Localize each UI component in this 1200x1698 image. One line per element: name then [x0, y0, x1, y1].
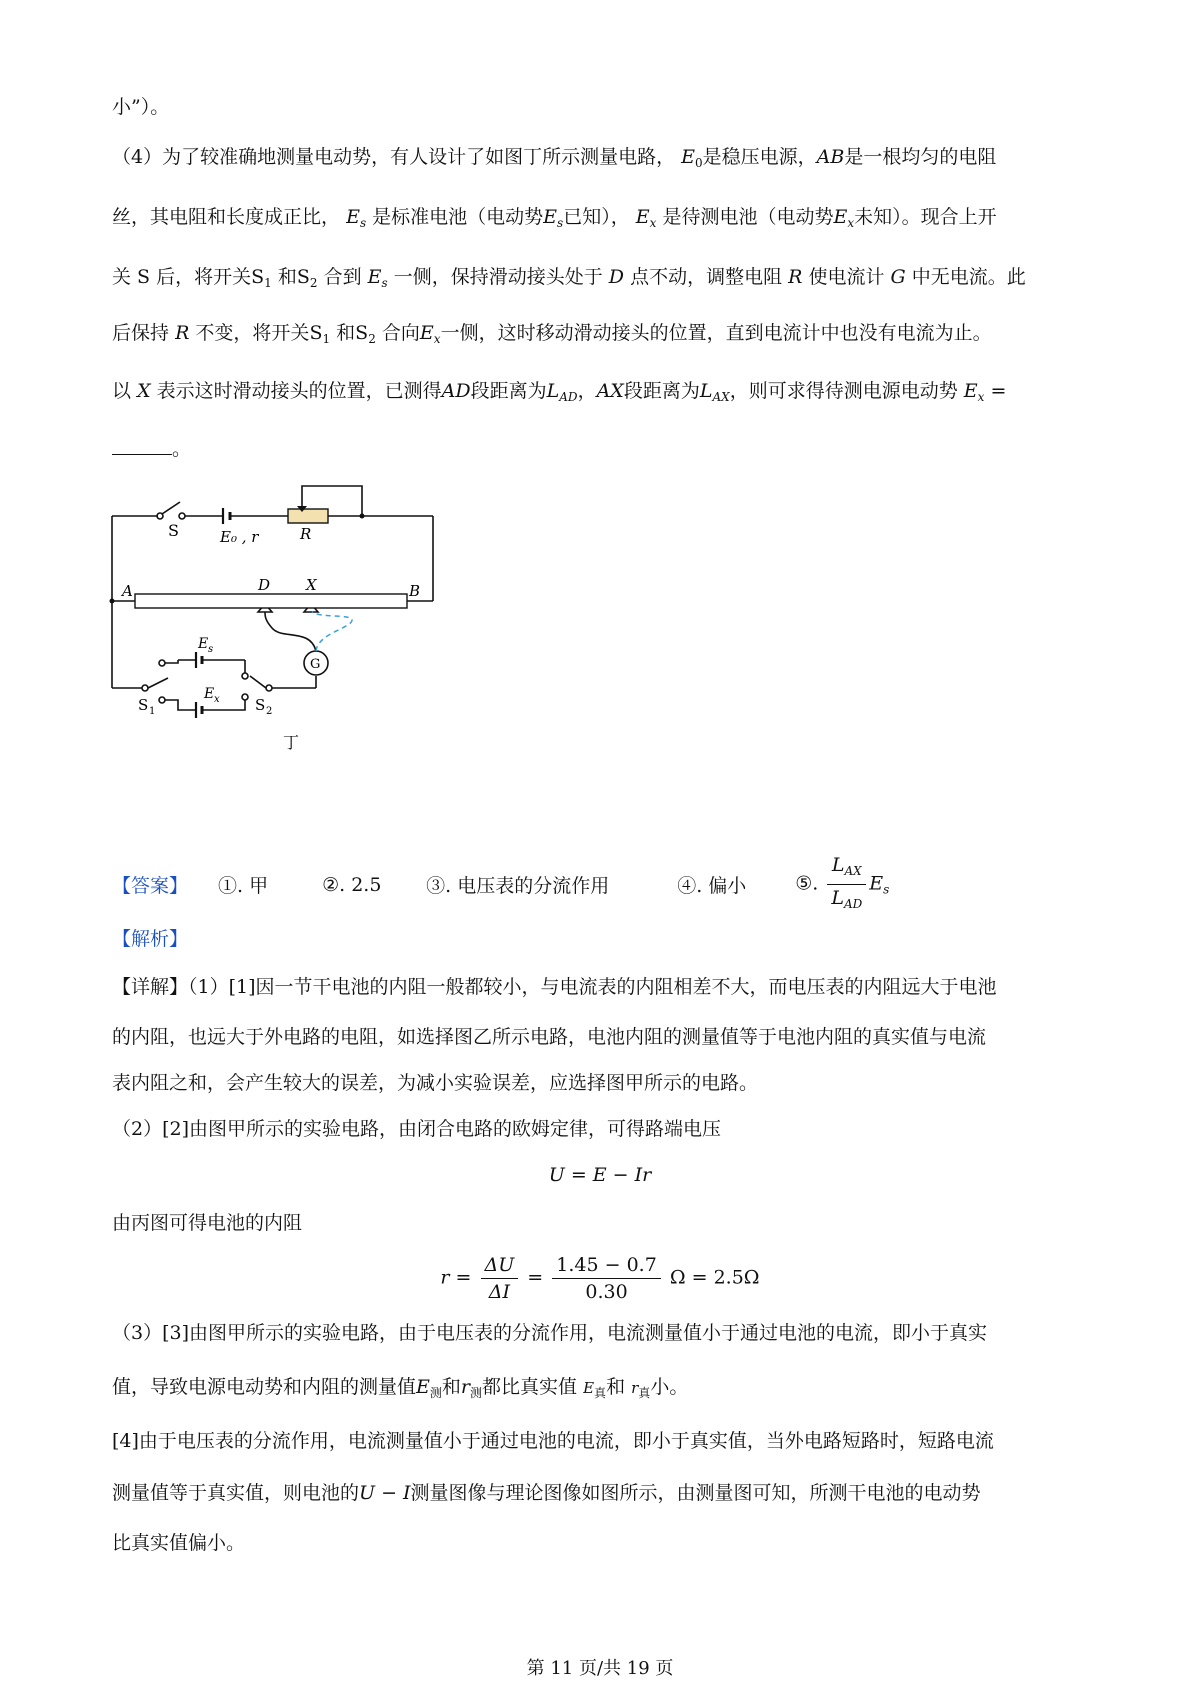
symbol: E	[367, 266, 382, 288]
answer-3: ③. 电压表的分流作用	[426, 875, 610, 897]
symbol: E	[346, 206, 360, 228]
figure-caption: 丁	[283, 733, 300, 752]
analysis-line: （3）[3]由图甲所示的实验电路，由于电压表的分流作用，电流测量值小于通过电池的电流，即小于真实	[112, 1322, 988, 1344]
analysis-line: 测量值等于真实值，则电池的U − I测量图像与理论图像如图所示，由测量图可知，所测干电池的电动势	[112, 1482, 981, 1504]
analysis-line: 表内阻之和，会产生较大的误差，为减小实验误差，应选择图甲所示的电路。	[112, 1072, 759, 1094]
subscript: 1	[264, 276, 272, 290]
text-line	[112, 318, 1112, 354]
analysis-tag: 【解析】	[112, 928, 189, 950]
text: 表示这时滑动接头的位置，已测得	[156, 380, 442, 402]
subscript: 2	[368, 332, 376, 346]
answer-5-es: E	[869, 872, 884, 895]
switch-s-blade	[162, 502, 180, 514]
text: 合向	[381, 322, 420, 344]
text: ，	[577, 380, 597, 402]
label-x: X	[306, 576, 317, 594]
text: 丝，其电阻和长度成正比，	[112, 206, 341, 228]
label-e0r: E₀ , r	[220, 528, 259, 546]
label-ex-sub: x	[214, 694, 220, 705]
answer-4: ④. 偏小	[677, 875, 747, 897]
subscript: s	[557, 216, 564, 230]
equation-1: U = E − Ir	[548, 1164, 652, 1186]
subscript: s	[359, 216, 367, 230]
label-b: B	[409, 582, 421, 600]
symbol: S	[296, 266, 310, 288]
switch-contact	[179, 513, 185, 519]
text: ，则可求得待测电源电动势	[729, 380, 958, 402]
switch-s2-blade	[250, 676, 266, 688]
text: 小”）。	[112, 96, 170, 118]
analysis-line: 【详解】（1）[1]因一节干电池的内阻一般都较小，与电流表的内阻相差不大，而电压表的内阻远大于电池	[112, 976, 997, 998]
analysis-line: [4]由于电压表的分流作用，电流测量值小于通过电池的电流，即小于真实值，当外电路短路时，短路电流	[112, 1430, 994, 1452]
text: 是待测电池（电动势	[662, 206, 834, 228]
wire	[165, 700, 196, 710]
text: 一侧，保持滑动接头处于	[393, 266, 603, 288]
text: 和	[336, 322, 356, 344]
symbol: E	[681, 146, 696, 168]
label-s2: S	[255, 696, 266, 714]
label-s: S	[168, 521, 179, 540]
text: 使电流计	[808, 266, 885, 288]
subscript: AX	[712, 390, 730, 404]
text: 是一根均匀的电阻	[844, 146, 997, 168]
switch-contact	[266, 685, 272, 691]
symbol: D	[608, 266, 625, 288]
label-a: A	[122, 582, 133, 600]
answer-1: ①. 甲	[218, 875, 269, 897]
label-r: R	[300, 525, 312, 543]
symbol: E	[419, 322, 434, 344]
subscript: 0	[695, 156, 703, 170]
symbol: S	[251, 266, 265, 288]
analysis-line: 的内阻，也远大于外电路的电阻，如选择图乙所示电路，电池内阻的测量值等于电池内阻的真实值与电流	[112, 1026, 987, 1048]
symbol: S	[309, 322, 323, 344]
switch-contact	[159, 660, 165, 666]
answer-row	[112, 852, 889, 912]
text: 和	[277, 266, 297, 288]
text-line	[112, 434, 1112, 464]
subscript: 1	[322, 332, 331, 346]
symbol: AX	[596, 380, 624, 402]
answer-5-prefix: ⑤.	[795, 872, 819, 895]
label-s1-sub: 1	[149, 706, 156, 717]
analysis-line: （2）[2]由图甲所示的实验电路，由闭合电路的欧姆定律，可得路端电压	[112, 1118, 722, 1140]
analysis-line: 由丙图可得电池的内阻	[112, 1212, 303, 1234]
subscript: s	[381, 276, 388, 290]
rheostat-r	[288, 509, 328, 523]
page-footer: 第 11 页/共 19 页	[526, 1658, 674, 1679]
label-s1: S	[138, 696, 149, 714]
switch-contact	[142, 685, 148, 691]
symbol: E	[963, 380, 978, 402]
text: 是稳压电源，	[702, 146, 817, 168]
galvanometer-alt-lead	[312, 612, 352, 651]
answer-2: ②. 2.5	[322, 873, 382, 896]
symbol: R	[175, 322, 190, 344]
label-d: D	[258, 576, 271, 594]
resistance-wire-ab	[135, 594, 407, 608]
text: 已知），	[563, 206, 630, 228]
switch-contact	[242, 673, 248, 679]
text-line	[112, 262, 1112, 298]
subscript: 2	[309, 276, 318, 290]
switch-contact	[242, 694, 248, 700]
symbol: L	[699, 380, 713, 402]
answer-5-fraction: $\frac{L_{AX}}{L_{AD}}$	[827, 852, 866, 917]
text: 段距离为	[623, 380, 700, 402]
subscript: AD	[559, 390, 578, 404]
symbol: L	[546, 380, 560, 402]
label-ex: E	[204, 686, 215, 702]
text: 。	[172, 438, 192, 460]
equation-2: r = $\frac{\Delta U}{\Delta I}$ = $\frac{1.45 - 0.7}{0.30}$ Ω = 2.5Ω	[440, 1254, 760, 1303]
text-line	[112, 142, 1112, 178]
text: 是标准电池（电动势	[372, 206, 544, 228]
symbol: X	[137, 380, 151, 402]
text: 段距离为	[470, 380, 547, 402]
label-g: G	[310, 657, 321, 672]
text: （4）为了较准确地测量电动势，有人设计了如图丁所示测量电路，	[112, 146, 676, 168]
subscript: x	[433, 332, 441, 346]
answer-blank	[112, 436, 172, 455]
symbol: R	[788, 266, 803, 288]
symbol: AD	[441, 380, 471, 402]
symbol: E	[635, 206, 650, 228]
galvanometer-lead	[265, 612, 316, 651]
text: 以	[112, 380, 132, 402]
subscript: x	[649, 216, 657, 230]
switch-contact	[159, 697, 165, 703]
text: 一侧，这时移动滑动接头的位置，直到电流计中也没有电流为止。	[440, 322, 992, 344]
text: 中无电流。此	[911, 266, 1026, 288]
junction-dot	[110, 599, 115, 604]
circuit-diagram	[100, 478, 500, 768]
analysis-line: 值，导致电源电动势和内阻的测量值$E_测$和$r_测$都比真实值 $E_真$和 $r_真$小。	[112, 1376, 689, 1400]
answer-tag: 【答案】	[112, 875, 189, 897]
text: 不变，将开关	[195, 322, 310, 344]
label-es: E	[198, 636, 209, 652]
text-line	[112, 92, 1112, 122]
subscript: x	[847, 216, 855, 230]
subscript: x	[977, 390, 985, 404]
label-es-sub: s	[208, 644, 214, 655]
junction-dot	[360, 514, 365, 519]
label-s2-sub: 2	[266, 706, 273, 717]
answer-5: ⑤. $\frac{L_{AX}}{L_{AD}}$ $E_s$	[795, 852, 889, 917]
text-line	[112, 202, 1112, 238]
text: 关 S 后，将开关	[112, 266, 252, 288]
symbol: E	[833, 206, 848, 228]
symbol: G	[890, 266, 906, 288]
symbol: AB	[816, 146, 845, 168]
symbol: E	[543, 206, 558, 228]
text-line	[112, 376, 1112, 412]
text: 合到	[323, 266, 362, 288]
symbol: S	[355, 322, 369, 344]
symbol: =	[990, 380, 1007, 402]
text: 未知）。现合上开	[854, 206, 997, 228]
text: 后保持	[112, 322, 170, 344]
analysis-line: 比真实值偏小。	[112, 1532, 246, 1554]
text: 点不动，调整电阻	[630, 266, 783, 288]
switch-s1-blade	[148, 678, 168, 688]
